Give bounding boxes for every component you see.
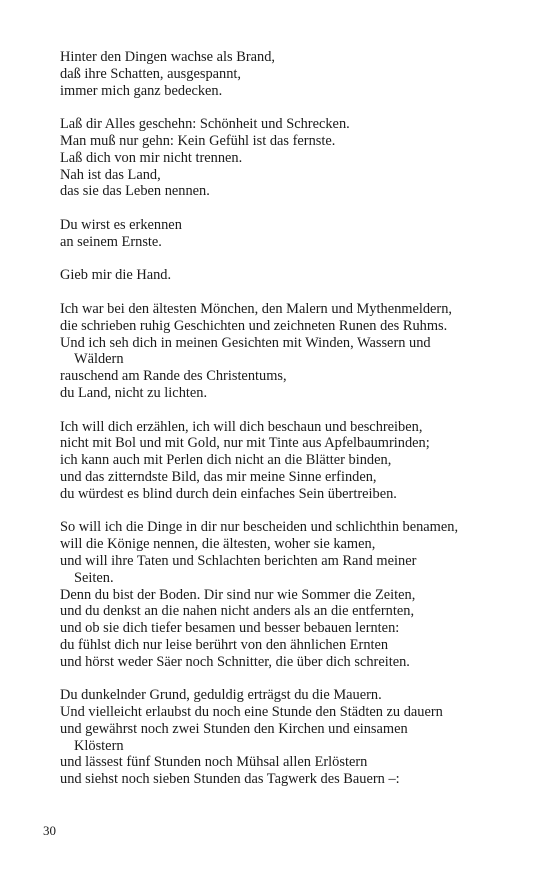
verse-line: Nah ist das Land,	[60, 166, 161, 183]
verse-line: Laß dir Alles geschehn: Schönheit und Schrecken.	[60, 116, 350, 133]
verse-line: ich kann auch mit Perlen dich nicht an die Blätter binden,	[60, 452, 392, 469]
verse-line: nicht mit Bol und mit Gold, nur mit Tinte aus Apfelbaumrinden;	[60, 435, 430, 452]
verse-line-continuation: Wäldern	[74, 351, 124, 368]
verse-line: das sie das Leben nennen.	[60, 183, 210, 200]
verse-line: und ob sie dich tiefer besamen und besser bebauen lernten:	[60, 620, 400, 637]
verse-line: die schrieben ruhig Geschichten und zeichneten Runen des Ruhms.	[60, 317, 448, 334]
verse-line: rauschend am Rande des Christentums,	[60, 368, 287, 385]
verse-line: du fühlst dich nur leise berührt von den ähnlichen Ernten	[60, 636, 389, 653]
verse-line: immer mich ganz bedecken.	[60, 82, 223, 99]
verse-line: du Land, nicht zu lichten.	[60, 384, 208, 401]
verse-line-continuation: Klöstern	[74, 737, 124, 754]
verse-line: Und ich seh dich in meinen Gesichten mit Winden, Wassern und	[60, 334, 431, 351]
verse-line: Denn du bist der Boden. Dir sind nur wie Sommer die Zeiten,	[60, 586, 416, 603]
verse-line: du würdest es blind durch dein einfaches Sein übertreiben.	[60, 485, 397, 502]
verse-line: So will ich die Dinge in dir nur bescheiden und schlichthin benamen,	[60, 519, 459, 536]
stanza	[60, 687, 500, 788]
verse-line: Laß dich von mir nicht trennen.	[60, 149, 243, 166]
verse-line: an seinem Ernste.	[60, 233, 162, 250]
verse-line-continuation: Seiten.	[74, 569, 114, 586]
stanza	[60, 301, 500, 402]
verse-line: und siehst noch sieben Stunden das Tagwerk des Bauern –:	[60, 771, 400, 788]
verse-line: und hörst weder Säer noch Schnitter, die über dich schreiten.	[60, 653, 410, 670]
page-number: 30	[43, 823, 56, 838]
stanza	[60, 217, 500, 251]
verse-line: Du wirst es erkennen	[60, 216, 182, 233]
verse-line: Ich war bei den ältesten Mönchen, den Malern und Mythenmeldern,	[60, 300, 453, 317]
verse-line: daß ihre Schatten, ausgespannt,	[60, 65, 242, 82]
stanza	[60, 49, 500, 99]
verse-line: und lässest fünf Stunden noch Mühsal allen Erlöstern	[60, 754, 368, 771]
verse-line: Hinter den Dingen wachse als Brand,	[60, 49, 275, 65]
verse-line: Ich will dich erzählen, ich will dich beschaun und beschreiben,	[60, 418, 423, 435]
stanza	[60, 116, 500, 200]
verse-line: und das zitterndste Bild, das mir meine Sinne erfinden,	[60, 468, 377, 485]
verse-line: Und vielleicht erlaubst du noch eine Stunde den Städten zu dauern	[60, 704, 443, 721]
stanza	[60, 519, 500, 670]
verse-line: will die Könige nennen, die ältesten, woher sie kamen,	[60, 536, 376, 553]
verse-line: und will ihre Taten und Schlachten berichten am Rand meiner	[60, 552, 417, 569]
verse-line: Gieb mir die Hand.	[60, 267, 172, 284]
verse-line: und gewährst noch zwei Stunden den Kirchen und einsamen	[60, 720, 408, 737]
stanza	[60, 419, 500, 503]
stanza	[60, 267, 500, 284]
poem-text	[60, 49, 500, 805]
verse-line: Man muß nur gehn: Kein Gefühl ist das fernste.	[60, 132, 336, 149]
verse-line: und du denkst an die nahen nicht anders als an die entfernten,	[60, 603, 415, 620]
verse-line: Du dunkelnder Grund, geduldig erträgst du die Mauern.	[60, 687, 382, 704]
